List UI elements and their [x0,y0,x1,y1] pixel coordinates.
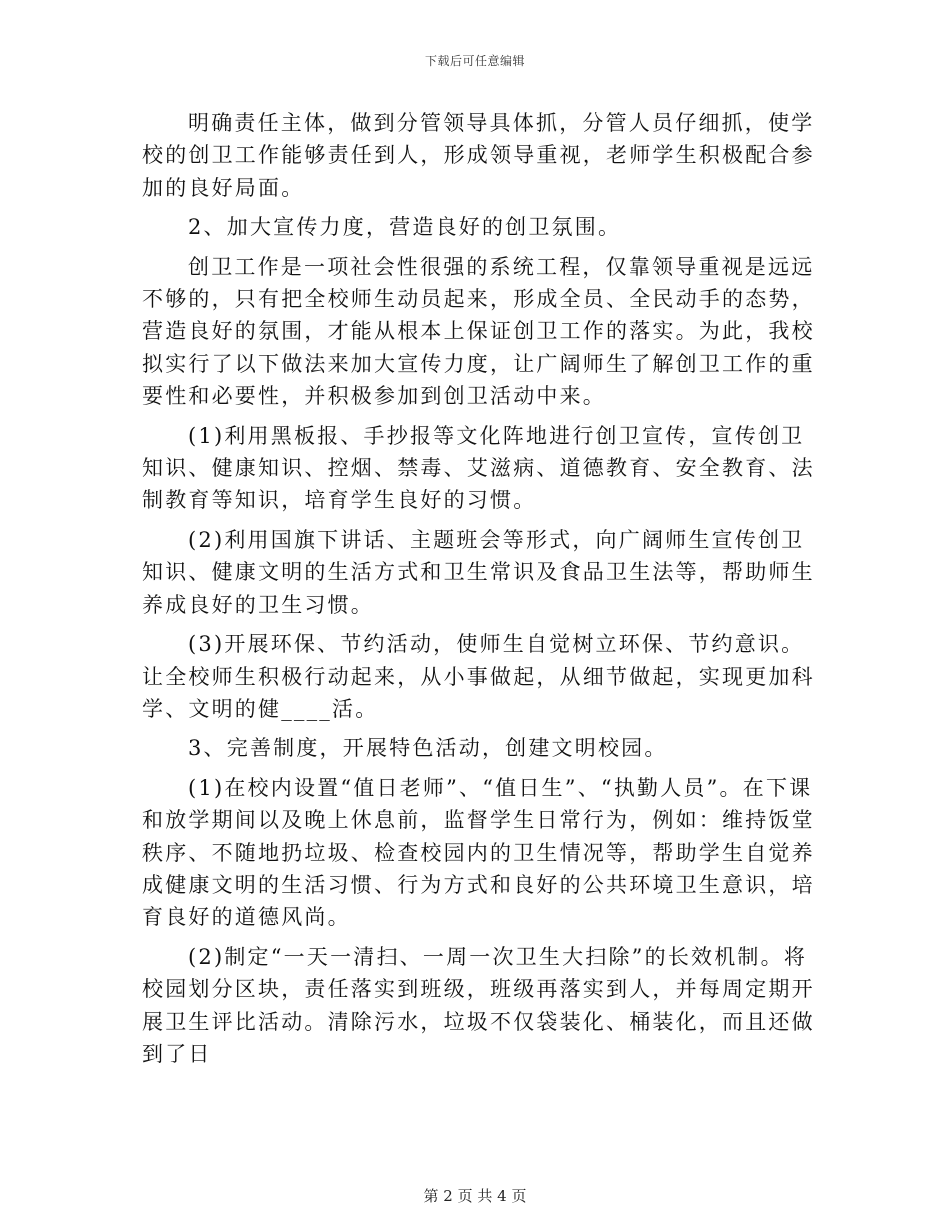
heading-publicity: 2、加大宣传力度，营造良好的创卫氛围。 [188,215,622,240]
list-item-environment: (3)开展环保、节约活动，使师生自觉树立环保、节约意识。让全校师生积极行动起来，从小事做起，从细节做起，实现更加科学、文明的健____活。 [142,632,815,721]
list-item-blackboard: (1)利用黑板报、手抄报等文化阵地进行创卫宣传，宣传创卫知识、健康知识、控烟、禁毒、艾滋病、道德教育、安全教育、法制教育等知识，培育学生良好的习惯。 [142,423,815,513]
document-body [142,107,822,1077]
paragraph-publicity-intro: 创卫工作是一项社会性很强的系统工程，仅靠领导重视是远远不够的，只有把全校师生动员起来，形成全员、全民动手的态势，营造良好的氛围，才能从根本上保证创卫工作的落实。为此，我校拟实行了以下做法来加大宣传力度，让广阔师生了解创卫工作的重要性和必要性，并积极参加到创卫活动中来。 [142,254,815,409]
page-header: 下载后可任意编辑 [424,54,525,68]
page-footer: 第 2 页 共 4 页 [423,1187,527,1205]
heading-system: 3、完善制度，开展特色活动，创建文明校园。 [188,736,668,761]
list-item-duty: (1)在校内设置“值日老师”、“值日生”、“执勤人员”。在下课和放学期间以及晚上休息前，监督学生日常行为，例如：维持饭堂秩序、不随地扔垃圾、检查校园内的卫生情况等，帮助学生自觉养成健康文明的生活习惯、行为方式和良好的公共环境卫生意识，培育良好的道德风尚。 [142,775,815,930]
paragraph-responsibility: 明确责任主体，做到分管领导具体抓，分管人员仔细抓，使学校的创卫工作能够责任到人，形成领导重视，老师学生积极配合参加的良好局面。 [142,111,815,200]
list-item-cleaning: (2)制定“一天一清扫、一周一次卫生大扫除”的长效机制。将校园划分区块，责任落实到班级，班级再落实到人，并每周定期开展卫生评比活动。清除污水，垃圾不仅袋装化、桶装化，而且还做到了日 [142,944,815,1066]
list-item-flag-speech: (2)利用国旗下讲话、主题班会等形式，向广阔师生宣传创卫知识、健康文明的生活方式和卫生常识及食品卫生法等，帮助师生养成良好的卫生习惯。 [142,527,815,617]
